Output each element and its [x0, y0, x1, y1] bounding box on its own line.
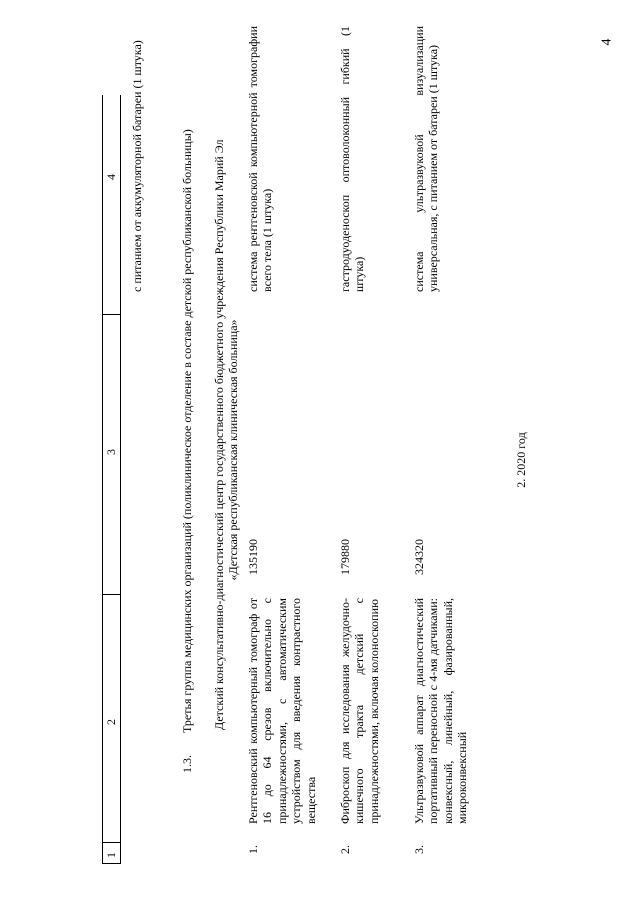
table-header-bottom-border: [120, 95, 121, 864]
section-number: 1.3.: [180, 755, 194, 773]
row-3-number: 3.: [412, 845, 426, 854]
institution-line-2: «Детская республиканская клиническая больница»: [226, 319, 240, 581]
table-top-border: [102, 95, 103, 864]
col-divider-2: [102, 594, 120, 595]
row-3-price: 324320: [412, 539, 426, 575]
col-divider-3: [102, 314, 120, 315]
institution-line-1: Детский консультативно-диагностический центр государственного бюджетного учреждения Республики Марий Эл: [212, 139, 226, 730]
row-2-number: 2.: [338, 845, 352, 854]
header-col-4: 4: [104, 174, 118, 180]
row-3-analog: система ультразвуковой визуализации универсальная, с питанием от батареи (1 штука): [412, 26, 441, 292]
row-3-name: Ультразвуковой аппарат диагностический портативный переносной с 4-мя датчиками: конвексный, линейный, фазированный, микроконвексный: [412, 598, 470, 824]
year-heading: 2. 2020 год: [514, 432, 528, 488]
page-number: 4: [599, 38, 615, 46]
col-divider-1: [102, 842, 120, 843]
row-1-analog: система рентгеновской компьютерной томографии всего тела (1 штука): [246, 26, 275, 292]
row-2-price: 179880: [338, 539, 352, 575]
header-col-3: 3: [104, 449, 118, 455]
row-1-price: 135190: [246, 539, 260, 575]
header-col-1: 1: [104, 852, 118, 858]
row-1-number: 1.: [246, 845, 260, 854]
section-title: Третья группа медицинских организаций (поликлиническое отделение в составе детской республиканской больницы): [180, 129, 194, 733]
table-left-border: [102, 863, 120, 864]
rotated-page: [20, 20, 620, 880]
row-1-name: Рентгеновский компьютерный томограф от 16 до 64 срезов включительно с принадлежностями, с автоматическим устройством для введения контрастного вещества: [246, 598, 318, 824]
header-col-2: 2: [104, 719, 118, 725]
row-2-analog: гастродуоденоскоп оптоволоконный гибкий (1 штука): [338, 26, 367, 292]
continued-row-analog: с питанием от аккумуляторной батареи (1 штука): [130, 40, 144, 292]
row-2-name: Фиброскоп для исследования желудочно-кишечного тракта детский с принадлежностями, включая колоноскопию: [338, 598, 381, 824]
